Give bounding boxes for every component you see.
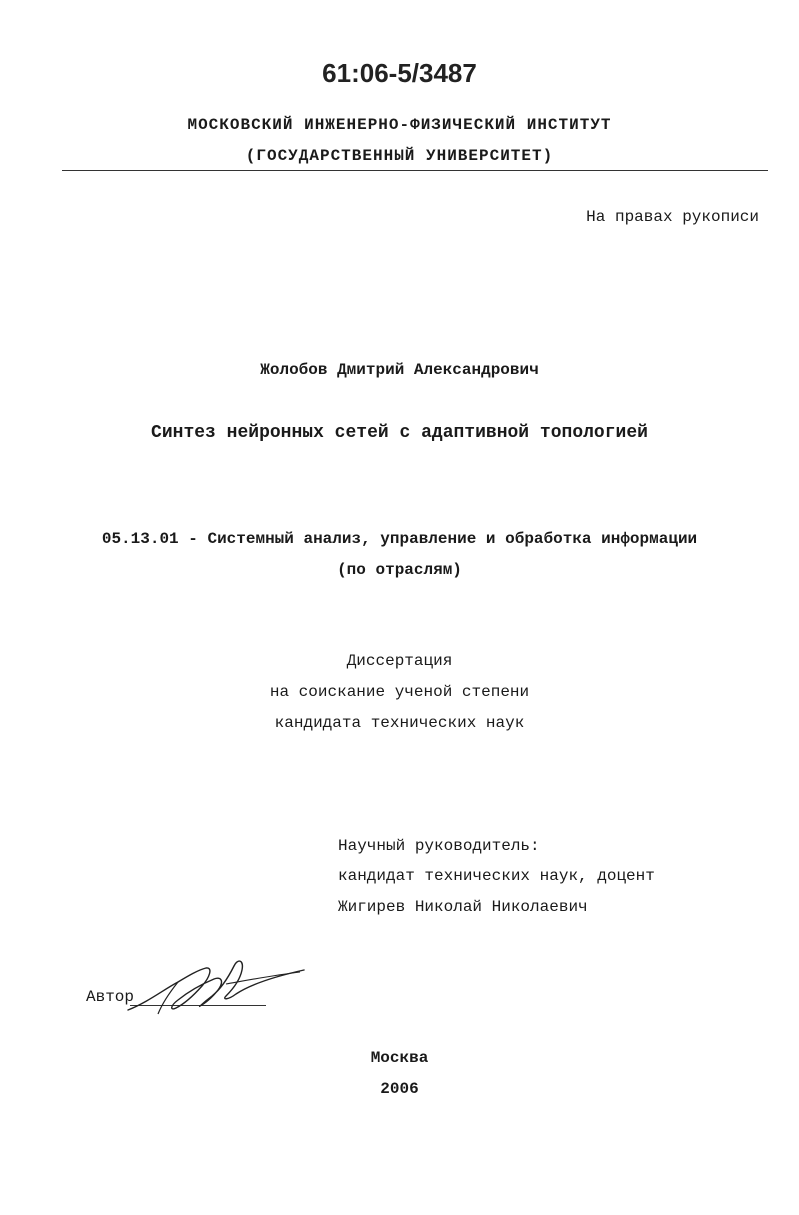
specialty-line-1: 05.13.01 - Системный анализ, управление и обработка информации (101, 530, 698, 548)
degree-line-1: Диссертация (346, 652, 453, 670)
supervisor-name: Жигирев Николай Николаевич (338, 898, 588, 916)
supervisor-title: кандидат технических наук, доцент (338, 867, 655, 885)
supervisor-label: Научный руководитель: (338, 837, 540, 855)
manuscript-note: На правах рукописи (586, 208, 759, 226)
author-signature (118, 952, 318, 1022)
thesis-title: Синтез нейронных сетей с адаптивной топологией (151, 423, 648, 443)
header-divider (62, 170, 768, 171)
year: 2006 (380, 1080, 419, 1098)
institution-name: МОСКОВСКИЙ ИНЖЕНЕРНО-ФИЗИЧЕСКИЙ ИНСТИТУТ (187, 116, 612, 134)
author-name: Жолобов Дмитрий Александрович (260, 361, 539, 379)
specialty-line-2: (по отраслям) (337, 561, 462, 579)
institution-subtitle: (ГОСУДАРСТВЕННЫЙ УНИВЕРСИТЕТ) (245, 147, 554, 165)
signature-label: Автор (86, 988, 135, 1006)
degree-line-2: на соискание ученой степени (269, 683, 530, 701)
archive-number: 61:06-5/3487 (322, 58, 477, 88)
degree-line-3: кандидата технических наук (274, 714, 525, 732)
city: Москва (370, 1049, 429, 1067)
